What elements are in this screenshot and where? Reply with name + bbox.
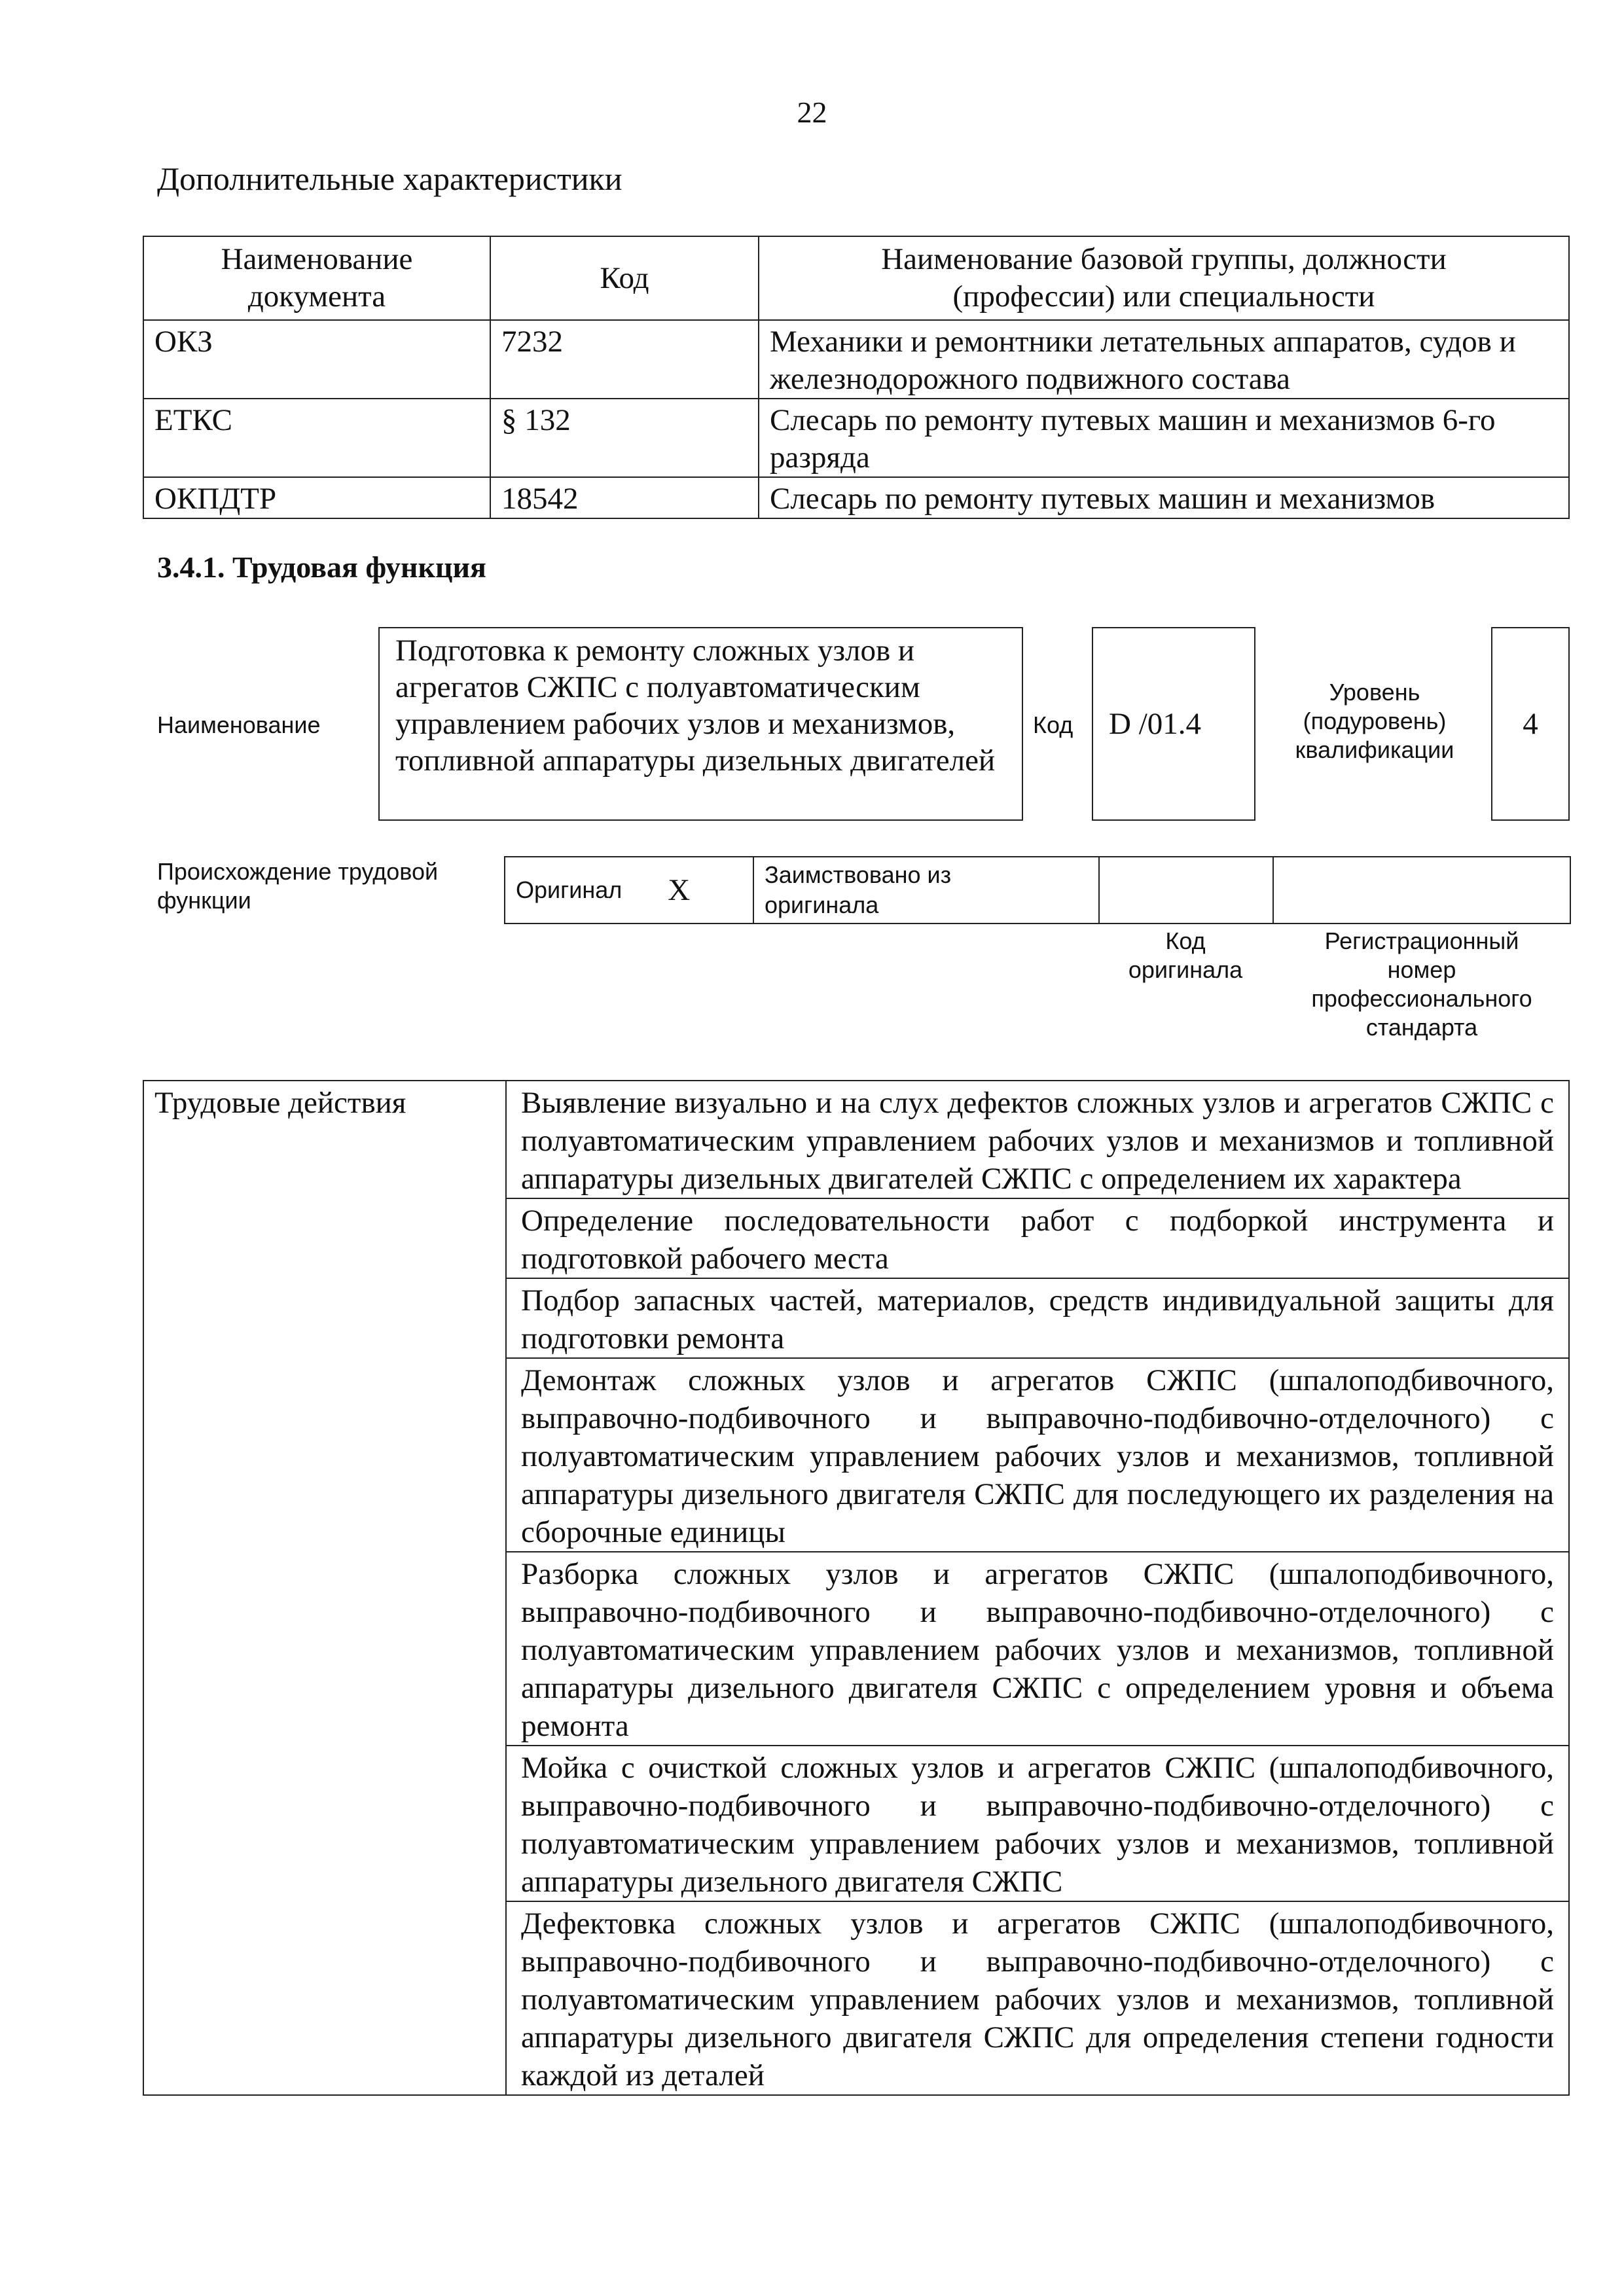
origin-label-line: функции	[157, 887, 251, 914]
origin-code-cell	[1100, 857, 1274, 923]
header-document-line: документа	[247, 279, 386, 314]
row-doc-cell: ЕТКС	[143, 399, 490, 477]
origin-original-cell	[505, 857, 754, 923]
header-document-line: Наименование	[221, 242, 413, 276]
qualification-level-line: (подуровень)	[1303, 708, 1447, 734]
caption-line: номер	[1387, 956, 1456, 983]
header-group-line: (профессии) или специальности	[952, 279, 1375, 314]
table-row	[143, 399, 1569, 477]
header-group-name	[759, 236, 1569, 320]
additional-characteristics-heading: Дополнительные характеристики	[157, 160, 623, 197]
section-title: 3.4.1. Трудовая функция	[157, 550, 486, 584]
row-name-cell: Механики и ремонтники летательных аппаратов, судов и железнодорожного подвижного состава	[759, 320, 1569, 399]
qualification-level-label	[1267, 678, 1483, 764]
function-name-value: Подготовка к ремонту сложных узлов и агрегатов СЖПС с полуавтоматическим управлением рабочих узлов и механизмов, топливной аппаратуры дизельных двигателей	[378, 627, 1023, 821]
original-mark: X	[668, 873, 691, 907]
labour-action-item: Определение последовательности работ с подборкой инструмента и подготовкой рабочего места	[506, 1198, 1569, 1278]
row-doc-cell: ОКЗ	[143, 320, 490, 399]
labour-action-item: Дефектовка сложных узлов и агрегатов СЖПС (шпалоподбивочного, выправочно-подбивочного и выправочно-подбивочно-отделочного) с полуавтоматическим управлением рабочих узлов и механизмов, топливной аппаратуры дизельного двигателя СЖПС для определения степени годности каждой из деталей	[506, 1901, 1569, 2095]
page-number: 22	[797, 96, 827, 129]
table-header-row	[143, 236, 1569, 320]
row-name-cell: Слесарь по ремонту путевых машин и механизмов 6-го разряда	[759, 399, 1569, 477]
labour-action-item: Мойка с очисткой сложных узлов и агрегатов СЖПС (шпалоподбивочного, выправочно-подбивочного и выправочно-подбивочно-отделочного) с полуавтоматическим управлением рабочих узлов и механизмов, топливной аппаратуры дизельного двигателя СЖПС	[506, 1746, 1569, 1901]
labour-action-item: Демонтаж сложных узлов и агрегатов СЖПС (шпалоподбивочного, выправочно-подбивочного и выправочно-подбивочно-отделочного) с полуавтоматическим управлением рабочих узлов и механизмов, топливной аппаратуры дизельного двигателя СЖПС для последующего их разделения на сборочные единицы	[506, 1358, 1569, 1552]
labour-actions-label: Трудовые действия	[143, 1081, 506, 2095]
labour-action-item: Подбор запасных частей, материалов, средств индивидуальной защиты для подготовки ремонта	[506, 1278, 1569, 1358]
row-code-cell: 7232	[490, 320, 759, 399]
original-label: Оригинал	[516, 876, 623, 903]
header-code: Код	[490, 236, 759, 320]
caption-line: Регистрационный	[1324, 927, 1519, 954]
caption-line: профессионального	[1311, 985, 1532, 1012]
borrowed-label-line: оригинала	[765, 891, 879, 918]
function-code-label: Код	[1033, 711, 1074, 738]
caption-line: Код	[1165, 927, 1206, 954]
origin-reg-number-cell	[1274, 857, 1570, 923]
caption-line: оригинала	[1128, 956, 1243, 983]
header-document-name	[143, 236, 490, 320]
table-row	[143, 477, 1569, 518]
table-row	[143, 1081, 1569, 1198]
header-group-line: Наименование базовой группы, должности	[881, 242, 1447, 276]
qualification-level-line: квалификации	[1295, 736, 1454, 763]
origin-label	[157, 857, 438, 915]
labour-actions-table	[143, 1080, 1570, 2096]
row-code-cell: 18542	[490, 477, 759, 518]
function-code-value: D /01.4	[1092, 627, 1255, 821]
origin-row	[504, 856, 1571, 924]
borrowed-label-line: Заимствовано из	[765, 861, 952, 888]
table-row	[143, 320, 1569, 399]
function-name-label: Наименование	[157, 711, 321, 738]
code-original-caption	[1098, 927, 1272, 984]
origin-label-line: Происхождение трудовой	[157, 858, 439, 885]
labour-action-item: Выявление визуально и на слух дефектов сложных узлов и агрегатов СЖПС с полуавтоматическим управлением рабочих узлов и механизмов и топливной аппаратуры дизельных двигателей СЖПС с определением их характера	[506, 1081, 1569, 1198]
row-name-cell: Слесарь по ремонту путевых машин и механизмов	[759, 477, 1569, 518]
qualification-level-line: Уровень	[1329, 679, 1420, 706]
row-doc-cell: ОКПДТР	[143, 477, 490, 518]
labour-action-item: Разборка сложных узлов и агрегатов СЖПС (шпалоподбивочного, выправочно-подбивочного и выправочно-подбивочно-отделочного) с полуавтоматическим управлением рабочих узлов и механизмов, топливной аппаратуры дизельного двигателя СЖПС с определением уровня и объема ремонта	[506, 1552, 1569, 1746]
additional-characteristics-table	[143, 236, 1570, 519]
qualification-level-value: 4	[1491, 627, 1570, 821]
reg-number-caption	[1272, 927, 1571, 1042]
caption-line: стандарта	[1365, 1014, 1478, 1041]
origin-borrowed-cell	[754, 857, 1100, 923]
row-code-cell: § 132	[490, 399, 759, 477]
